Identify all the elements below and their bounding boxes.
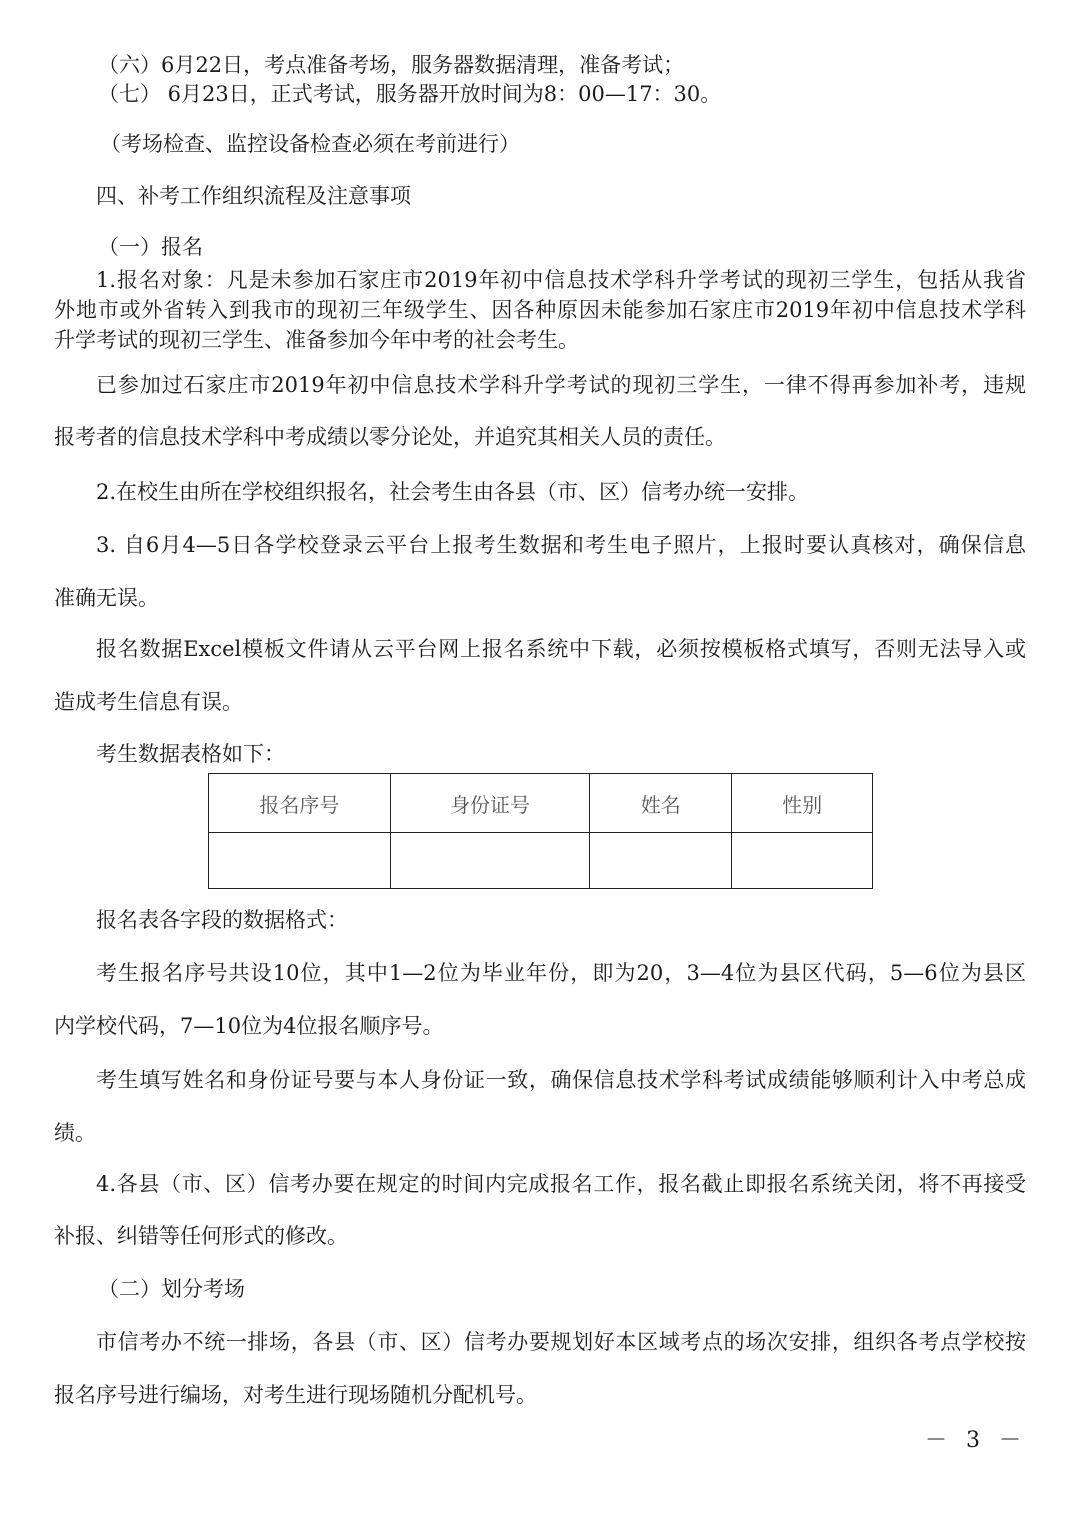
- table-cell: [590, 833, 732, 889]
- paragraph-exclusion-line-2: 报考者的信息技术学科中考成绩以零分论处，并追究其相关人员的责任。: [54, 425, 726, 449]
- table-header-name: 姓名: [590, 774, 732, 833]
- schedule-note: （考场检查、监控设备检查必须在考前进行）: [100, 132, 520, 156]
- paragraph-room-assignment-line-2: 报名序号进行编场，对考生进行现场随机分配机号。: [54, 1383, 537, 1407]
- table-row: [209, 833, 873, 889]
- table-cell: [732, 833, 873, 889]
- paragraph-number-format-line-2: 内学校代码，7—10位为4位报名顺序号。: [54, 1014, 444, 1038]
- schedule-item-6: （六）6月22日，考点准备考场，服务器数据清理，准备考试；: [98, 53, 685, 77]
- section-4-heading: 四、补考工作组织流程及注意事项: [96, 184, 411, 208]
- paragraph-name-id-line-1: 考生填写姓名和身份证号要与本人身份证一致，确保信息技术学科考试成绩能够顺利计入中考总成: [96, 1068, 1026, 1092]
- paragraph-upload-line-1: 3. 自6月4—5日各学校登录云平台上报考生数据和考生电子照片，上报时要认真核对，确保信息: [96, 533, 1026, 557]
- paragraph-eligibility-line-1: 1.报名对象：凡是未参加石家庄市2019年初中信息技术学科升学考试的现初三学生，包括从我省: [96, 268, 1026, 292]
- table-header-id-number: 身份证号: [390, 774, 590, 833]
- subsection-exam-rooms-heading: （二）划分考场: [98, 1277, 245, 1301]
- paragraph-upload-line-2: 准确无误。: [54, 586, 159, 610]
- format-intro: 报名表各字段的数据格式：: [96, 908, 348, 932]
- paragraph-deadline-line-2: 补报、纠错等任何形式的修改。: [54, 1224, 348, 1248]
- paragraph-number-format-line-1: 考生报名序号共设10位，其中1—2位为毕业年份，即为20，3—4位为县区代码，5—6位为县区: [96, 961, 1026, 985]
- paragraph-template-line-2: 造成考生信息有误。: [54, 690, 243, 714]
- paragraph-deadline-line-1: 4.各县（市、区）信考办要在规定的时间内完成报名工作，报名截止即报名系统关闭，将不再接受: [96, 1172, 1026, 1196]
- page-number: － 3 －: [925, 1428, 1027, 1453]
- paragraph-template-line-1: 报名数据Excel模板文件请从云平台网上报名系统中下载，必须按模板格式填写，否则无法导入或: [96, 637, 1026, 661]
- paragraph-school-registration: 2.在校生由所在学校组织报名，社会考生由各县（市、区）信考办统一安排。: [96, 480, 810, 504]
- table-header-row: [209, 774, 873, 833]
- paragraph-exclusion-line-1: 已参加过石家庄市2019年初中信息技术学科升学考试的现初三学生，一律不得再参加补考，违规: [96, 373, 1026, 397]
- subsection-registration-heading: （一）报名: [98, 235, 203, 259]
- paragraph-name-id-line-2: 绩。: [54, 1121, 96, 1145]
- paragraph-eligibility-line-2: 外地市或外省转入到我市的现初三年级学生、因各种原因未能参加石家庄市2019年初中信息技术学科: [54, 298, 1026, 322]
- table-header-registration-number: 报名序号: [209, 774, 391, 833]
- table-intro: 考生数据表格如下：: [96, 742, 285, 766]
- paragraph-room-assignment-line-1: 市信考办不统一排场，各县（市、区）信考办要规划好本区域考点的场次安排，组织各考点学校按: [96, 1330, 1026, 1354]
- table-header-gender: 性别: [732, 774, 873, 833]
- paragraph-eligibility-line-3: 升学考试的现初三学生、准备参加今年中考的社会考生。: [54, 328, 579, 352]
- schedule-item-7: （七） 6月23日，正式考试，服务器开放时间为8：00—17：30。: [98, 82, 722, 106]
- table-cell: [209, 833, 391, 889]
- student-data-table: [208, 773, 873, 889]
- table-cell: [390, 833, 590, 889]
